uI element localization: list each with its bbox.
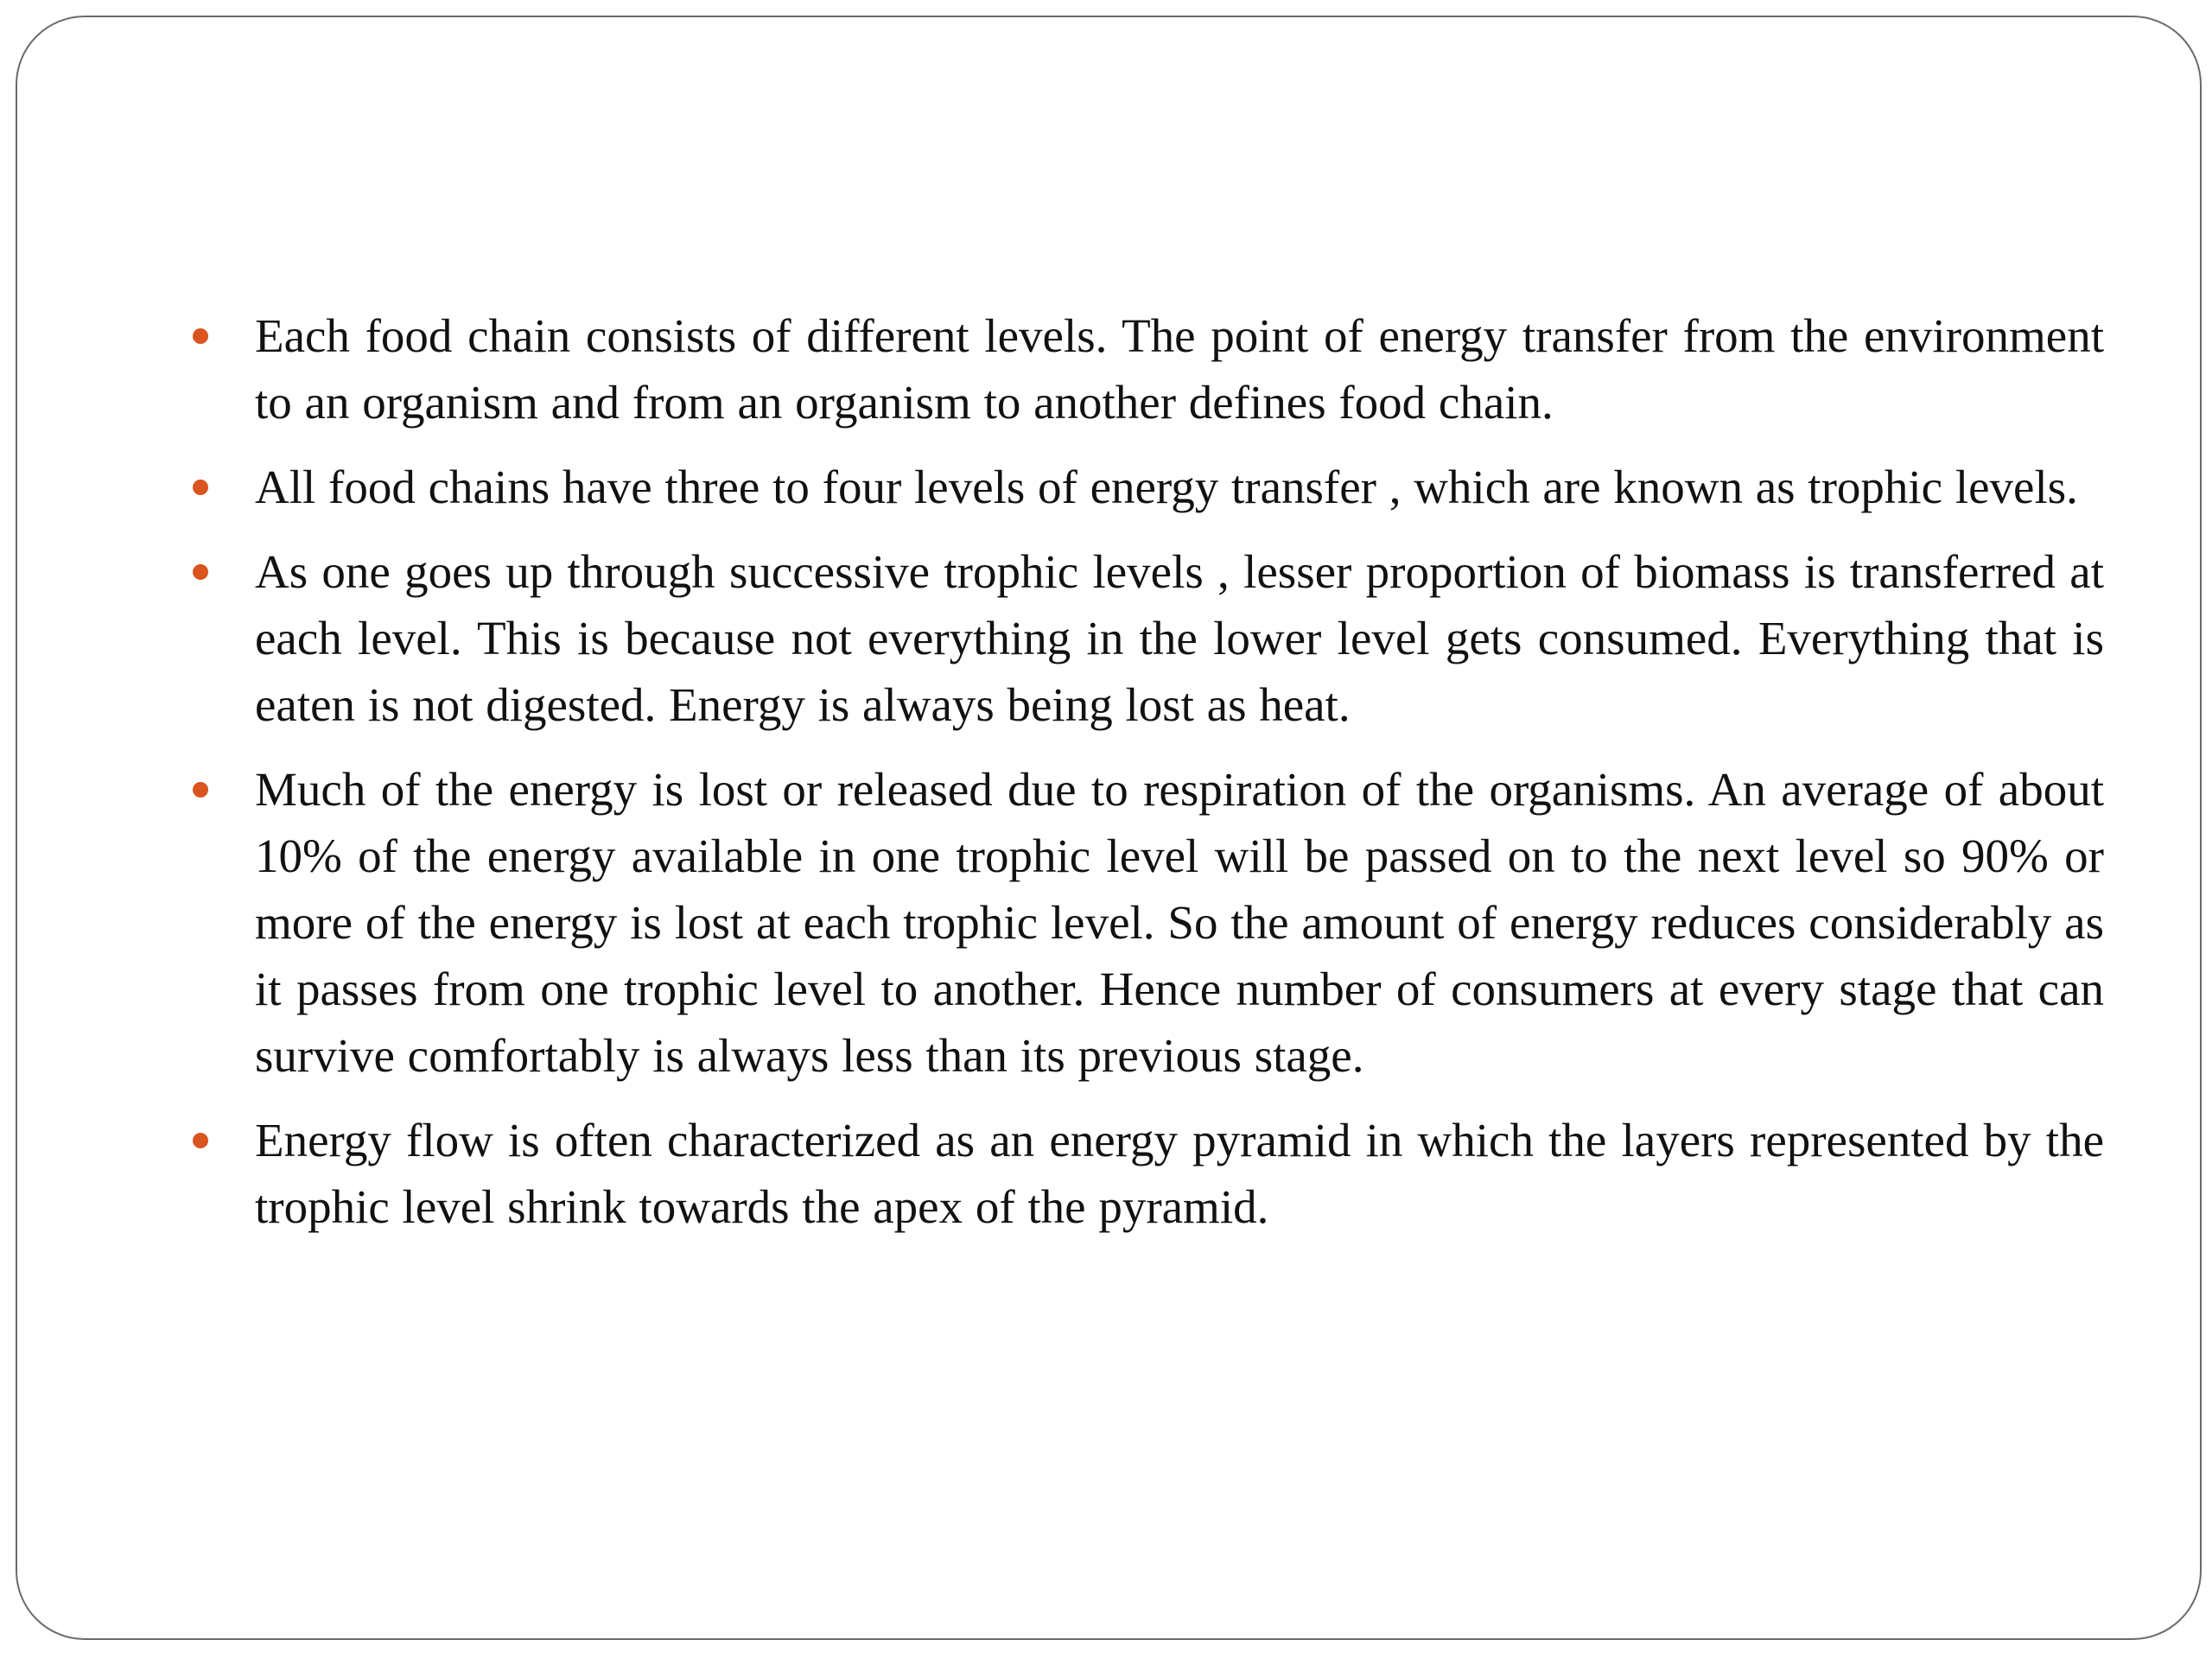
bullet-text: As one goes up through successive trophic levels , lesser proportion of biomass is transferred at each level. This is because not everything in the lower level gets consumed. Everything that is eaten is not digested. Energy is always being lost as heat.	[255, 545, 2104, 731]
bullet-dot-icon	[193, 480, 208, 495]
bullet-item-energy-transfer-definition	[186, 302, 2104, 435]
bullet-dot-icon	[193, 564, 208, 580]
bullet-dot-icon	[193, 1133, 208, 1148]
bullet-text: Each food chain consists of different levels. The point of energy transfer from the environment to an organism and from an organism to another defines food chain.	[255, 309, 2104, 429]
slide-content	[186, 302, 2104, 1258]
bullet-item-trophic-levels	[186, 454, 2104, 520]
bullet-text: All food chains have three to four levels of energy transfer , which are known as trophic levels.	[255, 461, 2078, 513]
bullet-text: Much of the energy is lost or released due to respiration of the organisms. An average of about 10% of the energy available in one trophic level will be passed on to the next level so 90% or more of the energy is lost at each trophic level. So the amount of energy reduces considerably as it passes from one trophic level to another. Hence number of consumers at every stage that can survive comfortably is always less than its previous stage.	[255, 763, 2104, 1082]
bullet-item-ten-percent-rule	[186, 756, 2104, 1089]
bullet-item-biomass-loss	[186, 538, 2104, 738]
bullet-dot-icon	[193, 328, 208, 344]
bullet-dot-icon	[193, 782, 208, 798]
slide-frame	[16, 16, 2202, 1640]
bullet-text: Energy flow is often characterized as an energy pyramid in which the layers represented by the trophic level shrink towards the apex of the pyramid.	[255, 1114, 2104, 1233]
bullet-list	[186, 302, 2104, 1240]
bullet-item-energy-pyramid	[186, 1107, 2104, 1240]
